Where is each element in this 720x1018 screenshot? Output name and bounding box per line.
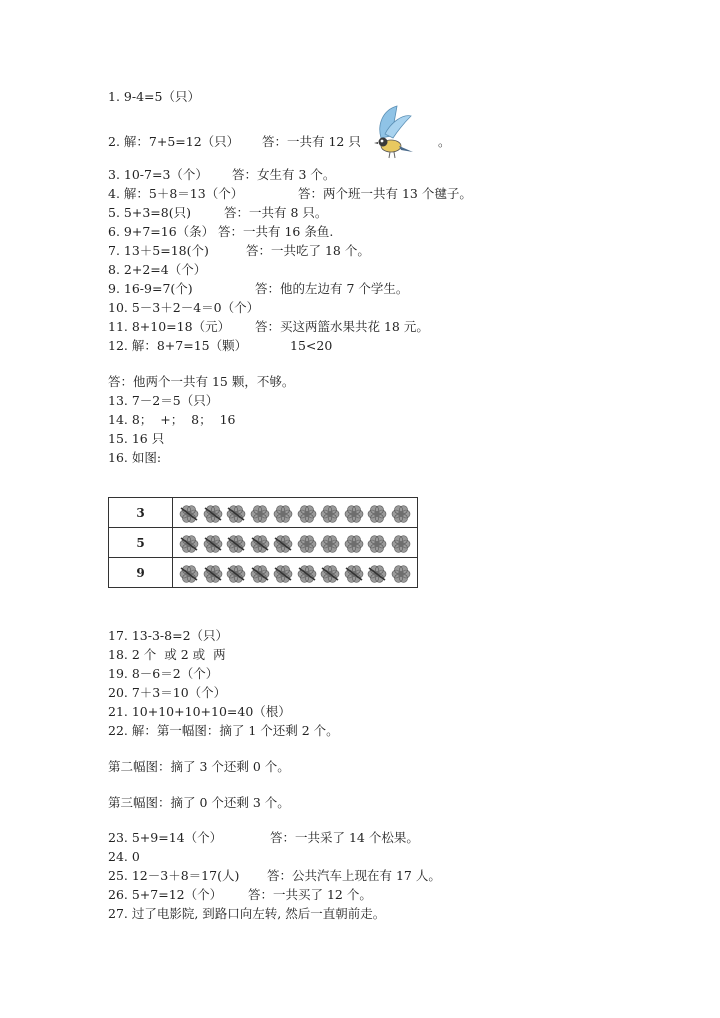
answer-24: 24. 0	[108, 849, 140, 864]
flower-icon	[297, 504, 317, 524]
flower-icon	[273, 504, 293, 524]
answer-7-reply: 答：一共吃了 18 个。	[246, 243, 370, 258]
answer-9: 9. 16-9=7(个)	[108, 281, 193, 296]
flower-icon	[391, 504, 411, 524]
answer-13: 13. 7－2＝5（只）	[108, 393, 219, 408]
flower-icon	[273, 534, 293, 554]
flower-icon	[344, 504, 364, 524]
answer-7: 7. 13＋5=18(个)	[108, 243, 209, 258]
answer-19: 19. 8－6＝2（个）	[108, 666, 219, 681]
flower-icon	[179, 564, 199, 584]
answer-11-reply: 答：买这两篮水果共花 18 元。	[255, 319, 429, 334]
answer-27: 27. 过了电影院, 到路口向左转, 然后一直朝前走。	[108, 906, 386, 921]
answer-17: 17. 13-3-8=2（只）	[108, 628, 229, 643]
answer-4: 4. 解：5＋8＝13（个）	[108, 186, 244, 201]
flower-icon	[203, 504, 223, 524]
flower-icon	[179, 504, 199, 524]
answer-2: 2. 解：7+5=12（只）	[108, 134, 240, 149]
flower-row	[109, 498, 417, 528]
answer-16: 16. 如图:	[108, 450, 162, 465]
answer-26: 26. 5+7=12（个）	[108, 887, 223, 902]
flower-icon	[367, 564, 387, 584]
flower-icon	[179, 534, 199, 554]
flower-icon	[273, 564, 293, 584]
answer-15: 15. 16 只	[108, 431, 165, 446]
flower-icon	[250, 534, 270, 554]
flower-icon	[226, 534, 246, 554]
flower-icon	[320, 504, 340, 524]
answer-22-third: 第三幅图：摘了 0 个还剩 3 个。	[108, 795, 290, 810]
answer-21: 21. 10+10+10+10=40（根）	[108, 704, 291, 719]
flower-icon	[391, 564, 411, 584]
answer-22: 22. 解：第一幅图：摘了 1 个还剩 2 个。	[108, 723, 339, 738]
flower-icon	[250, 504, 270, 524]
answer-5: 5. 5+3=8(只)	[108, 205, 191, 220]
flower-icon	[344, 534, 364, 554]
flower-icon	[367, 504, 387, 524]
flower-icon	[203, 534, 223, 554]
flower-row	[109, 558, 417, 588]
answer-1: 1. 9-4=5（只）	[108, 89, 200, 104]
flower-table	[108, 497, 418, 588]
flower-icon	[320, 564, 340, 584]
flower-icon	[367, 534, 387, 554]
answer-14: 14. 8； +； 8； 16	[108, 412, 236, 427]
answer-12: 12. 解：8+7=15（颗）	[108, 338, 248, 353]
answer-12-reply: 答：他两个一共有 15 颗，不够。	[108, 374, 295, 389]
answer-22-second: 第二幅图：摘了 3 个还剩 0 个。	[108, 759, 290, 774]
flower-icon	[203, 564, 223, 584]
bird-icon	[373, 104, 417, 164]
answer-10: 10. 5－3＋2－4＝0（个）	[108, 300, 260, 315]
answer-8: 8. 2+2=4（个）	[108, 262, 207, 277]
answer-26-reply: 答：一共买了 12 个。	[248, 887, 372, 902]
answer-12-compare: 15<20	[290, 338, 333, 353]
answer-20: 20. 7＋3＝10（个）	[108, 685, 227, 700]
flower-icon	[320, 534, 340, 554]
row-number: 9	[109, 558, 173, 588]
answer-2-reply: 答：一共有 12 只	[262, 134, 361, 149]
row-number: 5	[109, 528, 173, 557]
flower-icon	[226, 504, 246, 524]
answer-25-reply: 答：公共汽车上现在有 17 人。	[267, 868, 441, 883]
answer-25: 25. 12－3＋8＝17(人)	[108, 868, 240, 883]
flower-icon	[297, 534, 317, 554]
answer-5-reply: 答：一共有 8 只。	[224, 205, 328, 220]
answer-23-reply: 答：一共采了 14 个松果。	[270, 830, 419, 845]
answer-9-reply: 答：他的左边有 7 个学生。	[255, 281, 409, 296]
flower-icon	[297, 564, 317, 584]
answer-3: 3. 10-7=3（个）	[108, 167, 208, 182]
answer-4-reply: 答：两个班一共有 13 个毽子。	[298, 186, 472, 201]
flower-icon	[391, 534, 411, 554]
answer-11: 11. 8+10=18（元）	[108, 319, 231, 334]
flower-icon	[250, 564, 270, 584]
flower-icon	[344, 564, 364, 584]
answer-2-period: 。	[438, 134, 451, 149]
flower-row	[109, 528, 417, 558]
row-number: 3	[109, 498, 173, 527]
answer-3-reply: 答：女生有 3 个。	[232, 167, 336, 182]
answer-18: 18. 2 个 或 2 或 两	[108, 647, 226, 662]
answer-6-reply: 答：一共有 16 条鱼.	[218, 224, 334, 239]
flower-icon	[226, 564, 246, 584]
answer-6: 6. 9+7=16（条）	[108, 224, 215, 239]
answer-23: 23. 5+9=14（个）	[108, 830, 223, 845]
